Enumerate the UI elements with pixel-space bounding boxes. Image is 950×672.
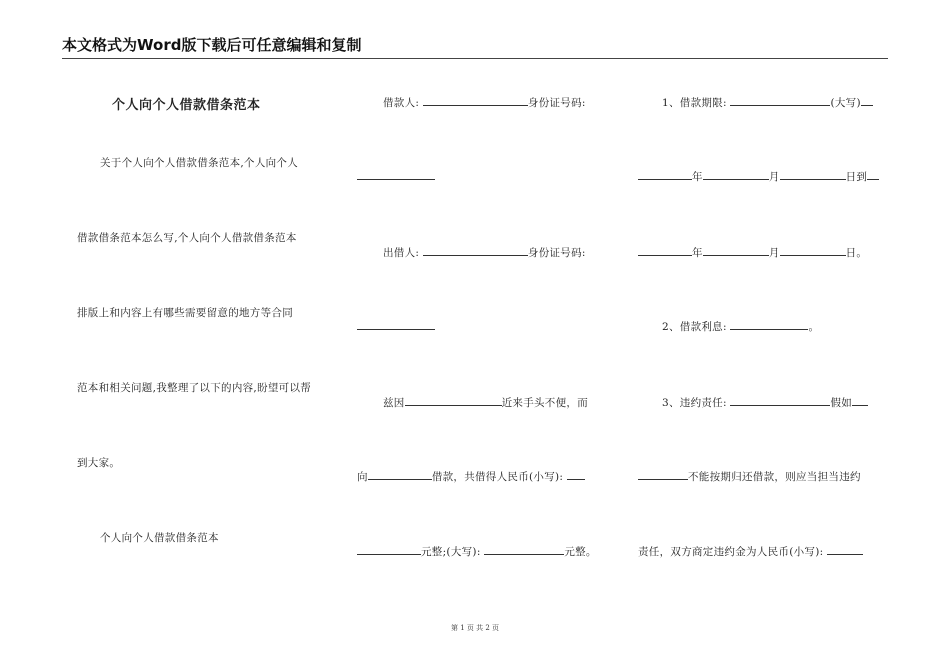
term-daxie-field[interactable] — [861, 94, 873, 106]
intro-line-4: 范本和相关问题,我整理了以下的内容,盼望可以帮 — [77, 382, 312, 394]
amount-lower-field[interactable] — [357, 543, 421, 555]
date-to-line — [638, 244, 867, 260]
interest-field[interactable] — [730, 318, 808, 330]
year-label-2: 年 — [692, 247, 703, 259]
borrower-name-field[interactable] — [423, 94, 528, 106]
reason-line — [383, 394, 588, 410]
borrower-id-line — [357, 168, 435, 183]
breach-if-field[interactable] — [852, 394, 868, 406]
document-title: 个人向个人借款借条范本 — [112, 98, 261, 113]
intro-line-5: 到大家。 — [77, 457, 121, 469]
page-number: 第 1 页 共 2 页 — [450, 624, 500, 632]
penalty-line — [638, 543, 863, 559]
start-year-field[interactable] — [638, 168, 692, 180]
penalty-field[interactable] — [827, 543, 863, 555]
reason-prefix: 兹因 — [383, 397, 405, 409]
to-prefix: 向 — [357, 471, 368, 483]
day-to-field[interactable] — [867, 168, 879, 180]
term-field[interactable] — [730, 94, 830, 106]
end-year-field[interactable] — [638, 244, 692, 256]
amount-upper-field[interactable] — [484, 543, 564, 555]
reason-suffix: 近来手头不便，而 — [501, 397, 589, 409]
cannot-repay-text: 不能按期归还借款，则应当担当违约 — [688, 471, 861, 483]
borrower-line — [383, 94, 586, 110]
day-end-label: 日。 — [845, 247, 868, 259]
month-label-2: 月 — [768, 247, 780, 259]
borrower-id-label: 身份证号码: — [527, 97, 586, 109]
date-from-line — [638, 168, 879, 184]
amount-lower-field-start[interactable] — [567, 468, 585, 480]
lender-id-line — [357, 318, 435, 333]
year-label: 年 — [692, 171, 703, 183]
term-daxie: (大写) — [830, 97, 861, 109]
interest-label: 2、借款利息: — [662, 321, 727, 333]
borrower-id-field[interactable] — [357, 168, 435, 180]
yuan-lower-label: 元整;(大写): — [421, 546, 481, 558]
end-day-field[interactable] — [780, 244, 846, 256]
lender-ref-field[interactable] — [368, 468, 432, 480]
lender-id-label: 身份证号码: — [527, 247, 586, 259]
lender-label: 出借人: — [383, 247, 420, 259]
breach-party-field[interactable] — [730, 394, 830, 406]
intro-line-2: 借款借条范本怎么写,个人向个人借款借条范本 — [77, 232, 297, 244]
term-label: 1、借款期限: — [662, 97, 727, 109]
interest-line — [662, 318, 819, 334]
defaulter-field[interactable] — [638, 468, 688, 480]
intro-line-3: 排版上和内容上有哪些需要留意的地方等合同 — [77, 307, 293, 319]
start-day-field[interactable] — [780, 168, 846, 180]
start-month-field[interactable] — [703, 168, 769, 180]
lender-id-field[interactable] — [357, 318, 435, 330]
breach-label: 3、违约责任: — [662, 397, 727, 409]
cannot-repay-line — [638, 468, 861, 484]
lender-line — [383, 244, 586, 260]
document-header: 本文格式为Word版下载后可任意编辑和复制 — [62, 34, 888, 59]
to-mid: 借款，共借得人民币(小写): — [431, 471, 564, 483]
amount-line — [357, 543, 597, 559]
lender-name-field[interactable] — [423, 244, 528, 256]
intro-line-1: 关于个人向个人借款借条范本,个人向个人 — [100, 157, 299, 169]
penalty-text: 责任，双方商定违约金为人民币(小写): — [638, 546, 824, 558]
breach-line — [662, 394, 868, 410]
day-to-label: 日到 — [845, 171, 868, 183]
interest-end: 。 — [808, 321, 820, 333]
if-text: 假如 — [830, 397, 853, 409]
end-month-field[interactable] — [703, 244, 769, 256]
borrower-label: 借款人: — [383, 97, 420, 109]
reason-field[interactable] — [405, 394, 502, 406]
yuan-upper-label: 元整。 — [564, 546, 597, 558]
month-label: 月 — [768, 171, 780, 183]
term-line — [662, 94, 873, 110]
loan-amount-line — [357, 468, 585, 484]
section-subtitle: 个人向个人借款借条范本 — [100, 532, 219, 544]
